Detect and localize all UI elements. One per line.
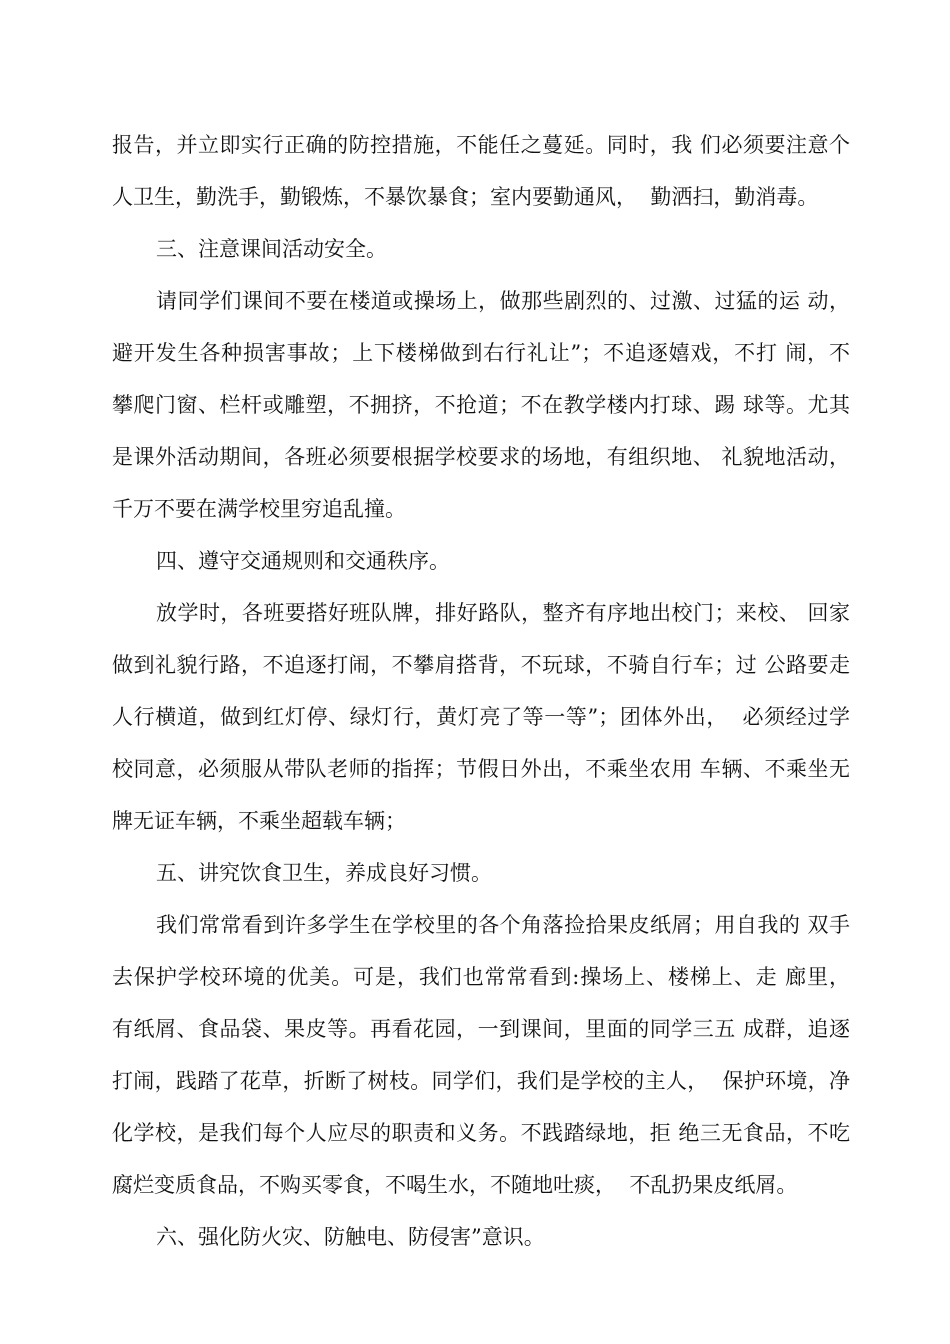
heading-text: 三、注意课间活动安全。 xyxy=(156,237,387,261)
heading-text: 四、遵守交通规则和交通秩序。 xyxy=(156,549,450,573)
text-line: 校同意，必须服从带队老师的指挥；节假日外出，不乘坐农用 车辆、不乘坐无 xyxy=(112,757,850,781)
paragraph xyxy=(112,119,850,223)
paragraph xyxy=(112,899,850,1211)
paragraph xyxy=(112,587,850,847)
text-line: 腐烂变质食品，不购买零食，不喝生水，不随地吐痰， 不乱扔果皮纸屑。 xyxy=(112,1173,798,1197)
text-line: 去保护学校环境的优美。可是，我们也常常看到:操场上、楼梯上、走 廊里， xyxy=(112,965,850,989)
text-line: 放学时，各班要搭好班队牌，排好路队，整齐有序地出校门；来校、 回家 xyxy=(156,601,850,625)
text-line: 避开发生各种损害事故；上下楼梯做到右行礼让”；不追逐嬉戏，不打 闹，不 xyxy=(112,341,850,365)
text-line: 我们常常看到许多学生在学校里的各个角落捡拾果皮纸屑；用自我的 双手 xyxy=(156,913,850,937)
text-line: 千万不要在满学校里穷追乱撞。 xyxy=(112,497,406,521)
text-line: 打闹，践踏了花草，折断了树枝。同学们，我们是学校的主人， 保护环境，净 xyxy=(112,1069,850,1093)
text-line: 人卫生，勤洗手，勤锻炼，不暴饮暴食；室内要勤通风， 勤洒扫，勤消毒。 xyxy=(112,185,819,209)
heading-text: 五、讲究饮食卫生，养成良好习惯。 xyxy=(156,861,492,885)
section-heading xyxy=(112,847,850,899)
text-line: 有纸屑、食品袋、果皮等。再看花园，一到课间，里面的同学三五 成群，追逐 xyxy=(112,1017,850,1041)
heading-text: 六、强化防火灾、防触电、防侵害”意识。 xyxy=(156,1225,545,1249)
text-line: 请同学们课间不要在楼道或操场上，做那些剧烈的、过激、过猛的运 动， xyxy=(156,289,850,313)
text-line: 报告，并立即实行正确的防控措施，不能任之蔓延。同时，我 们必须要注意个 xyxy=(112,133,850,157)
text-line: 人行横道，做到红灯停、绿灯行，黄灯亮了等一等”；团体外出， 必须经过学 xyxy=(112,705,850,729)
text-line: 是课外活动期间，各班必须要根据学校要求的场地，有组织地、 礼貌地活动， xyxy=(112,445,850,469)
section-heading xyxy=(112,223,850,275)
text-line: 做到礼貌行路，不追逐打闹，不攀肩搭背，不玩球，不骑自行车；过 公路要走 xyxy=(112,653,850,677)
section-heading xyxy=(112,1211,850,1263)
text-line: 牌无证车辆，不乘坐超载车辆； xyxy=(112,809,406,833)
document-body xyxy=(112,119,850,1263)
text-line: 攀爬门窗、栏杆或雕塑，不拥挤，不抢道；不在教学楼内打球、踢 球等。尤其 xyxy=(112,393,850,417)
text-line: 化学校，是我们每个人应尽的职责和义务。不践踏绿地，拒 绝三无食品，不吃 xyxy=(112,1121,850,1145)
section-heading xyxy=(112,535,850,587)
paragraph xyxy=(112,275,850,535)
